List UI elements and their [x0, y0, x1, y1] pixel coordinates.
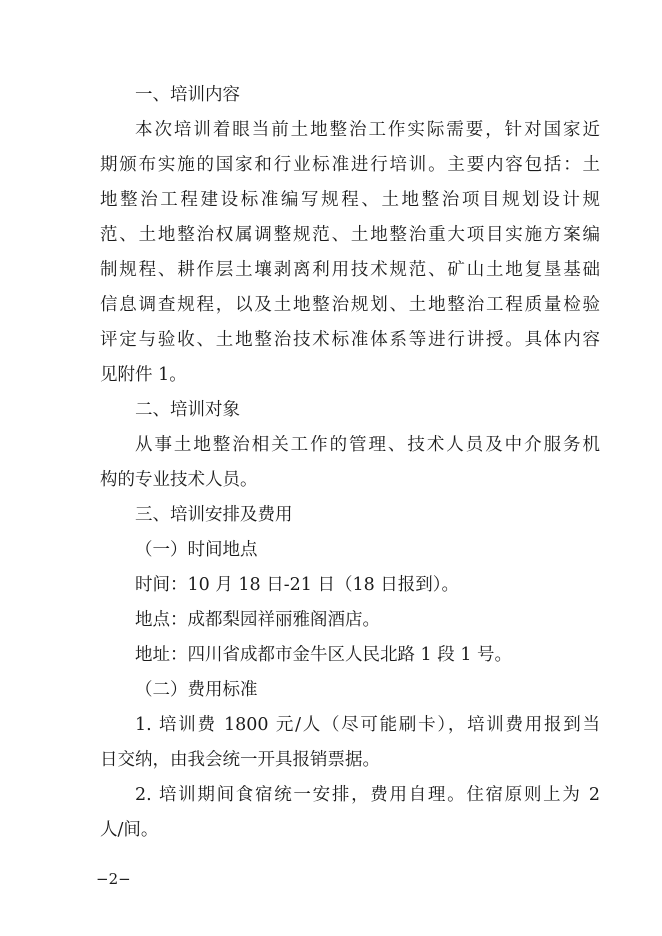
paragraph-line: 期颁布实施的国家和行业标准进行培训。主要内容包括：土 — [100, 155, 600, 175]
address-line: 地址：四川省成都市金牛区人民北路 1 段 1 号。 — [135, 645, 513, 665]
fee-item-line: 人/间。 — [100, 820, 159, 840]
paragraph-line: 本次培训着眼当前土地整治工作实际需要，针对国家近 — [135, 120, 600, 140]
paragraph-line: 构的专业技术人员。 — [100, 470, 258, 490]
section-2-heading: 二、培训对象 — [135, 400, 240, 420]
paragraph-line: 见附件 1。 — [100, 365, 187, 385]
paragraph-line: 制规程、耕作层土壤剥离利用技术规范、矿山土地复垦基础 — [100, 260, 600, 280]
paragraph-line: 从事土地整治相关工作的管理、技术人员及中介服务机 — [135, 435, 600, 455]
subsection-2-heading: （二）费用标准 — [135, 680, 258, 700]
paragraph-line: 范、土地整治权属调整规范、土地整治重大项目实施方案编 — [100, 225, 600, 245]
time-line: 时间：10 月 18 日-21 日（18 日报到）。 — [135, 575, 460, 595]
paragraph-line: 评定与验收、土地整治技术标准体系等进行讲授。具体内容 — [100, 330, 600, 350]
section-1-heading: 一、培训内容 — [135, 85, 240, 105]
place-line: 地点：成都梨园祥丽雅阁酒店。 — [135, 610, 380, 630]
paragraph-line: 地整治工程建设标准编写规程、土地整治项目规划设计规 — [100, 190, 600, 210]
fee-item-line: 2. 培训期间食宿统一安排，费用自理。住宿原则上为 2 — [135, 785, 600, 805]
fee-item-line: 1. 培训费 1800 元/人（尽可能刷卡），培训费用报到当 — [135, 715, 600, 735]
section-3-heading: 三、培训安排及费用 — [135, 505, 293, 525]
subsection-1-heading: （一）时间地点 — [135, 540, 258, 560]
fee-item-line: 日交纳，由我会统一开具报销票据。 — [100, 750, 380, 770]
paragraph-line: 信息调查规程，以及土地整治规划、土地整治工程质量检验 — [100, 295, 600, 315]
page-number: −2− — [96, 870, 131, 888]
